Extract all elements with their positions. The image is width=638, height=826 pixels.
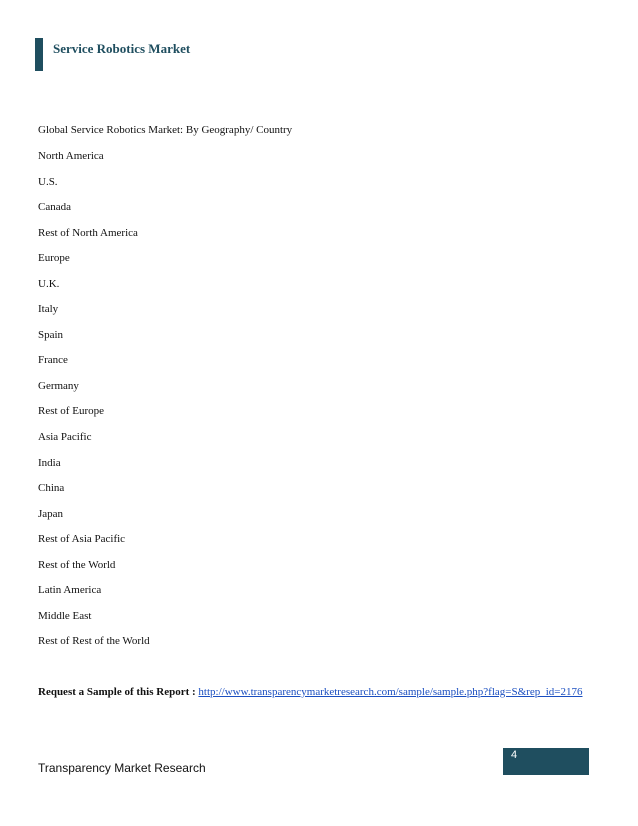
list-item: Europe [38, 252, 70, 265]
sample-request-label: Request a Sample of this Report : [38, 686, 196, 698]
footer-company: Transparency Market Research [38, 761, 206, 775]
list-item: Middle East [38, 609, 92, 622]
list-item: Italy [38, 303, 59, 316]
header-accent-bar [35, 38, 43, 71]
list-item: Rest of North America [38, 226, 138, 239]
list-item: Germany [38, 379, 79, 392]
list-item: U.S. [38, 175, 58, 188]
list-item: Rest of Europe [38, 405, 104, 418]
list-item: U.K. [38, 277, 60, 290]
list-item: Canada [38, 201, 71, 214]
list-item: Spain [38, 328, 64, 341]
list-item: Rest of the World [38, 558, 116, 571]
list-item: Latin America [38, 584, 102, 597]
sample-request [38, 684, 598, 701]
header-title: Service Robotics Market [53, 41, 191, 56]
sample-request-link[interactable]: http://www.transparencymarketresearch.com/sample/sample.php?flag=S&rep_id=2176 [198, 686, 583, 698]
geography-list [38, 149, 150, 660]
list-item: North America [38, 150, 104, 162]
page-number: 4 [511, 749, 518, 761]
list-item: Rest of Asia Pacific [38, 533, 126, 546]
list-item: France [38, 354, 68, 367]
list-item: Rest of Rest of the World [38, 635, 150, 648]
list-item: India [38, 456, 61, 469]
page-number-box [503, 748, 589, 775]
section-title: Global Service Robotics Market: By Geography/ Country [38, 124, 293, 136]
list-item: Asia Pacific [38, 431, 92, 444]
list-item: Japan [38, 507, 64, 520]
list-item: China [38, 482, 65, 495]
